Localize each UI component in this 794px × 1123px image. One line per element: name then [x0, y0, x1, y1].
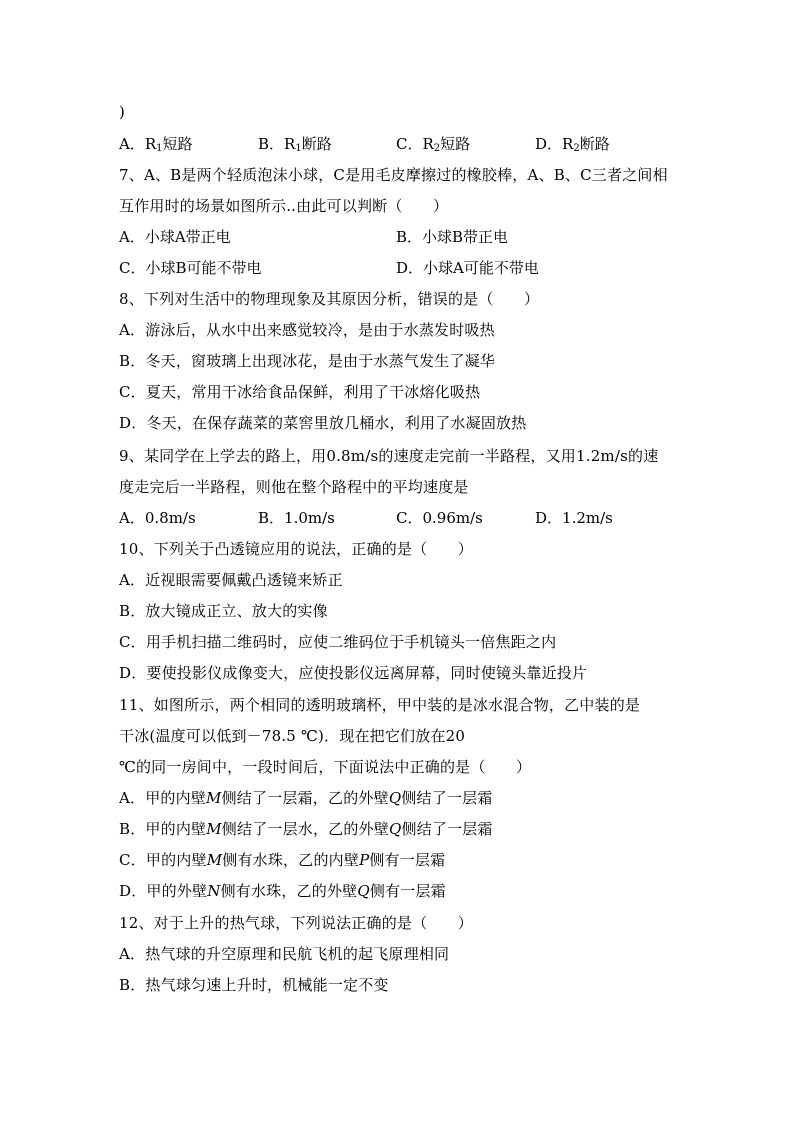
- q7-option-d: D．小球A可能不带电: [396, 259, 539, 277]
- q8-option-b: B．冬天，窗玻璃上出现冰花，是由于水蒸气发生了凝华: [119, 352, 496, 370]
- q10-option-a: A．近视眼需要佩戴凸透镜来矫正: [119, 571, 343, 589]
- q8-option-c: C．夏天，常用干冰给食品保鲜，利用了干冰熔化吸热: [119, 383, 481, 401]
- q11-option-a: A．甲的内壁M侧结了一层霜，乙的外壁Q侧结了一层霜: [119, 789, 493, 807]
- q11-stem-line2: 干冰(温度可以低到－78.5 ℃)．现在把它们放在20: [119, 727, 466, 745]
- q11-stem-line1: 11、如图所示，两个相同的透明玻璃杯，甲中装的是冰水混合物，乙中装的是: [119, 696, 641, 714]
- q7-option-c: C．小球B可能不带电: [119, 259, 262, 277]
- q11-option-b: B．甲的内壁M侧结了一层水，乙的外壁Q侧结了一层霜: [119, 820, 493, 838]
- q6-option-c: C．$R_2$短路: [396, 135, 471, 154]
- q11-option-d: D．甲的外壁N侧有水珠，乙的外壁Q侧有一层霜: [119, 882, 446, 900]
- q11-option-c: C．甲的内壁M侧有水珠，乙的内壁P侧有一层霜: [119, 851, 446, 869]
- q8-stem: 8、下列对生活中的物理现象及其原因分析，错误的是（ ）: [119, 290, 540, 308]
- q9-option-a: A．0.8m/s: [119, 509, 196, 527]
- q6-option-a: A．$R_1$短路: [119, 135, 193, 154]
- q8-option-d: D．冬天，在保存蔬菜的菜窖里放几桶水，利用了水凝固放热: [119, 414, 527, 432]
- q6-stem-tail: ): [119, 103, 126, 121]
- q9-option-c: C．0.96m/s: [396, 509, 483, 527]
- q9-option-d: D．1.2m/s: [535, 509, 613, 527]
- q10-option-b: B．放大镜成正立、放大的实像: [119, 602, 328, 620]
- q7-stem-line1: 7、A、B是两个轻质泡沫小球，C是用毛皮摩擦过的橡胶棒，A、B、C三者之间相: [119, 166, 668, 184]
- q10-option-d: D．要使投影仪成像变大，应使投影仪远离屏幕，同时使镜头靠近投片: [119, 664, 588, 682]
- q11-stem-line3: ℃的同一房间中，一段时间后，下面说法中正确的是（ ）: [119, 758, 532, 776]
- q8-option-a: A．游泳后，从水中出来感觉较冷，是由于水蒸发时吸热: [119, 321, 495, 339]
- q12-option-b: B．热气球匀速上升时，机械能一定不变: [119, 976, 389, 994]
- q10-stem: 10、下列关于凸透镜应用的说法，正确的是（ ）: [119, 540, 473, 558]
- q6-option-d: D．$R_2$断路: [535, 135, 610, 154]
- q9-stem-line2: 度走完后一半路程，则他在整个路程中的平均速度是: [119, 478, 469, 496]
- q9-option-b: B．1.0m/s: [258, 509, 335, 527]
- q9-stem-line1: 9、某同学在上学去的路上，用0.8m/s的速度走完前一半路程，又用1.2m/s的速: [119, 447, 659, 465]
- q6-option-b: B．$R_1$断路: [258, 135, 332, 154]
- q10-option-c: C．用手机扫描二维码时，应使二维码位于手机镜头一倍焦距之内: [119, 633, 557, 651]
- q7-option-a: A．小球A带正电: [119, 228, 231, 246]
- q7-stem-line2: 互作用时的场景如图所示..由此可以判断（ ）: [119, 197, 449, 215]
- q7-option-b: B．小球B带正电: [396, 228, 509, 246]
- q12-option-a: A．热气球的升空原理和民航飞机的起飞原理相同: [119, 945, 450, 963]
- q12-stem: 12、对于上升的热气球，下列说法正确的是（ ）: [119, 914, 473, 932]
